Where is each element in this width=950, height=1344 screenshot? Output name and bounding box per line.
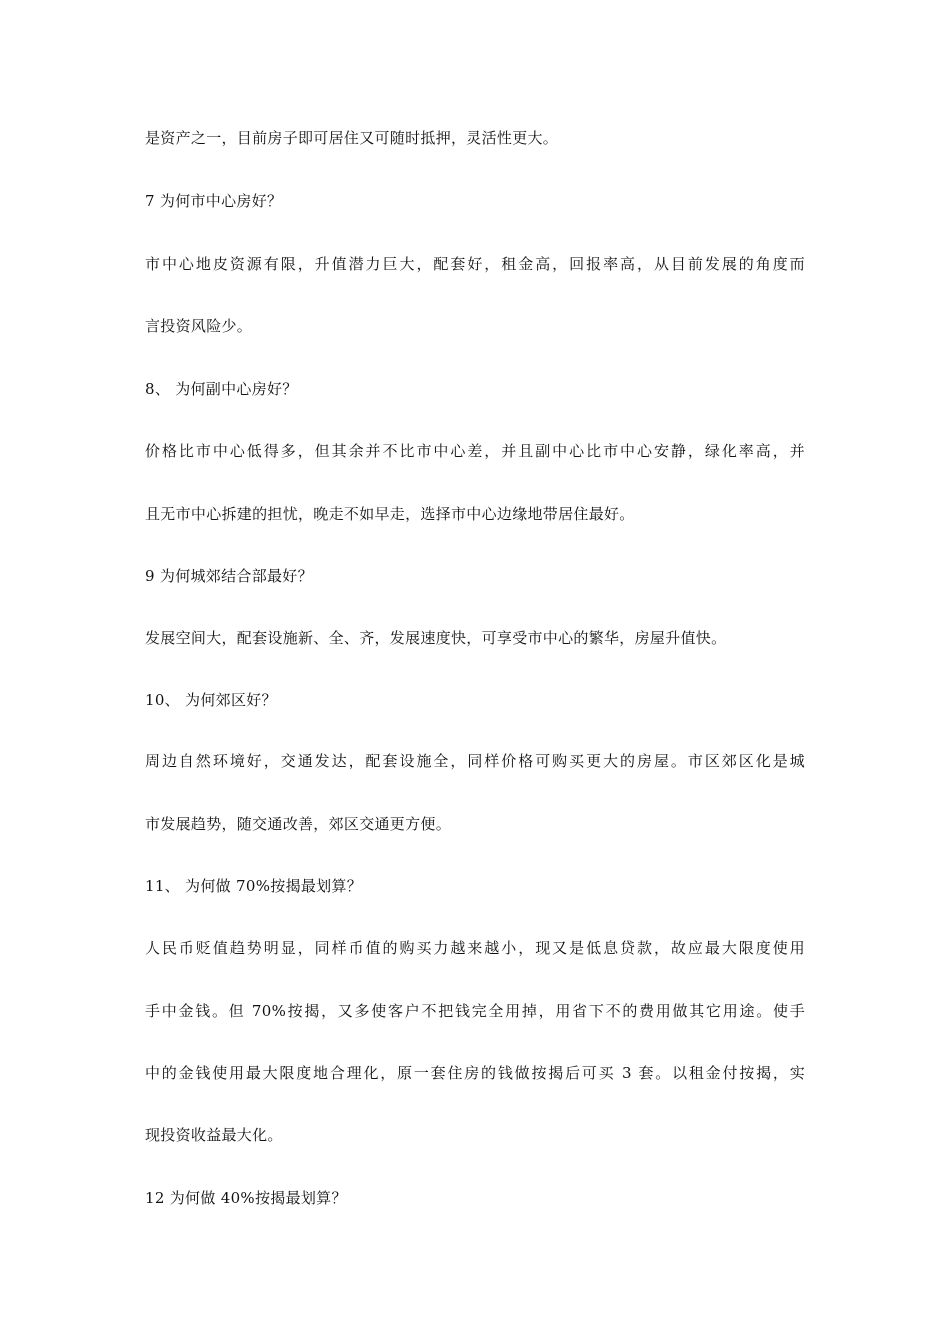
question-heading: 7 为何市中心房好？ xyxy=(145,192,283,210)
paragraph-line: 是资产之一，目前房子即可居住又可随时抵押，灵活性更大。 xyxy=(145,129,559,147)
question-heading: 8、 为何副中心房好？ xyxy=(145,380,298,398)
paragraph-line: 周边自然环境好，交通发达，配套设施全，同样价格可购买更大的房屋。市区郊区化是城 xyxy=(145,752,805,770)
paragraph-line: 发展空间大，配套设施新、全、齐，发展速度快，可享受市中心的繁华，房屋升值快。 xyxy=(145,629,727,647)
question-heading: 9 为何城郊结合部最好？ xyxy=(145,567,313,585)
paragraph-line: 价格比市中心低得多，但其余并不比市中心差，并且副中心比市中心安静，绿化率高，并 xyxy=(145,442,805,460)
paragraph-line: 现投资收益最大化。 xyxy=(145,1126,283,1144)
paragraph-line: 市发展趋势，随交通改善，郊区交通更方便。 xyxy=(145,815,452,833)
question-heading: 11、 为何做 70%按揭最划算？ xyxy=(145,877,363,895)
paragraph-line: 且无市中心拆建的担忧，晚走不如早走，选择市中心边缘地带居住最好。 xyxy=(145,505,635,523)
paragraph-line: 言投资风险少。 xyxy=(145,317,253,335)
paragraph-line: 市中心地皮资源有限，升值潜力巨大，配套好，租金高，回报率高，从目前发展的角度而 xyxy=(145,255,805,273)
paragraph-line: 中的金钱使用最大限度地合理化，原一套住房的钱做按揭后可买 3 套。以租金付按揭，实 xyxy=(145,1064,805,1082)
question-heading: 12 为何做 40%按揭最划算？ xyxy=(145,1189,347,1207)
question-heading: 10、 为何郊区好？ xyxy=(145,691,277,709)
paragraph-line: 人民币贬值趋势明显，同样币值的购买力越来越小，现又是低息贷款，故应最大限度使用 xyxy=(145,939,805,957)
paragraph-line: 手中金钱。但 70%按揭，又多使客户不把钱完全用掉，用省下不的费用做其它用途。使手 xyxy=(145,1002,805,1020)
